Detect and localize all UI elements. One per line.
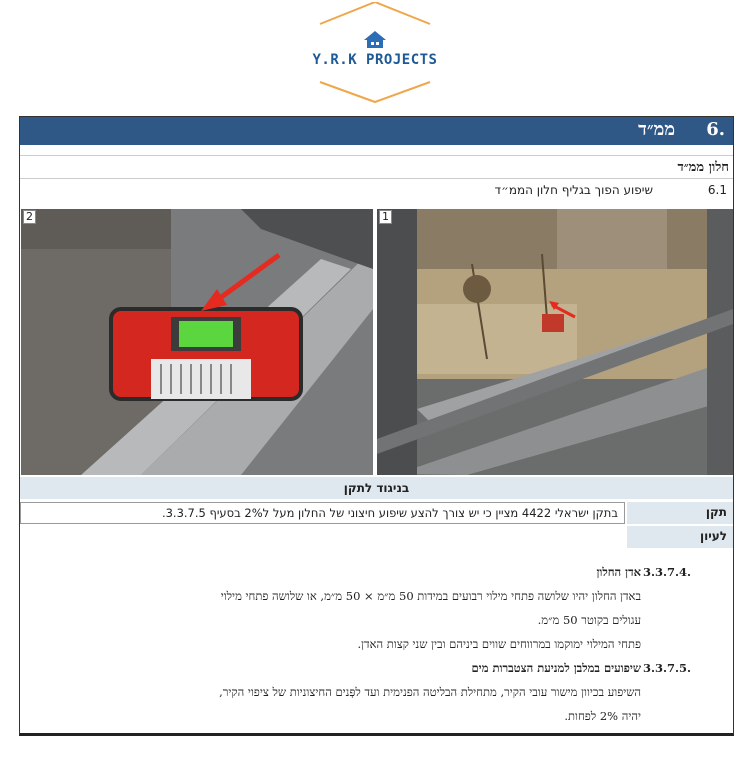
clause-line: יהיה 2% לפחות. <box>564 709 641 723</box>
finding-number: 6.1 <box>707 183 727 197</box>
finding-item <box>20 179 733 201</box>
reference-label-cell <box>627 526 733 548</box>
clause-heading: אדן החלון <box>596 565 641 579</box>
clause-line: עגולים בקוטר 50 מ״מ. <box>537 613 641 627</box>
subheading: חלון ממ״ד <box>677 160 729 175</box>
reference-label: לעיון <box>699 529 727 543</box>
window-ledge-photo-icon <box>377 209 733 475</box>
section-title: ממ״ד <box>638 119 675 140</box>
photo-window-ledge <box>377 209 733 475</box>
photo-number: 1 <box>379 210 392 224</box>
clause-number: .3.3.7.5 <box>642 661 691 675</box>
section-number: .6 <box>706 119 725 140</box>
reference-header-label: בניגוד לתקן <box>343 481 410 495</box>
photo-number: 2 <box>23 210 36 224</box>
clause-number: .3.3.7.4 <box>642 565 691 579</box>
subheading-row <box>20 155 733 179</box>
section-header <box>20 117 733 145</box>
company-logo <box>310 2 440 104</box>
clause-line: באדן החלון יהיו שלושה פתחי מילוי רבועים במידות 50 מ״מ × 50 מ״מ, או שלושה פתחי מילוי <box>220 589 641 603</box>
clause-heading: שיפועים במלבן למניעת הצטברות מים <box>471 661 641 675</box>
spirit-level-photo-icon <box>21 209 373 475</box>
report-section <box>19 116 734 736</box>
reference-value: בתקן ישראלי 4422 מציין כי יש צורך להצע שיפוע חיצוני של החלון מעל ל2% בסעיף 3.3.7.5. <box>161 506 618 520</box>
clause-line: השיפוע בכיוון מישור עובי הקיר, מתחילת הבליטה הפנימית ועד לפְּנים החיצוניות של ציפוי הקיר, <box>219 685 641 699</box>
reference-header <box>20 477 733 499</box>
finding-text: שיפוע הפוך בגליף חלון הממ״ד <box>494 183 653 197</box>
reference-label: תקן <box>705 505 727 519</box>
clause-line: פתחי המילוי ימוקמו במרווחים שווים ביניהם ובין שני קצות האדן. <box>357 637 641 651</box>
reference-value-cell <box>20 502 625 524</box>
reference-label-cell <box>627 502 733 524</box>
logo-text: Y.R.K PROJECTS <box>312 52 438 68</box>
photo-spirit-level <box>21 209 373 475</box>
